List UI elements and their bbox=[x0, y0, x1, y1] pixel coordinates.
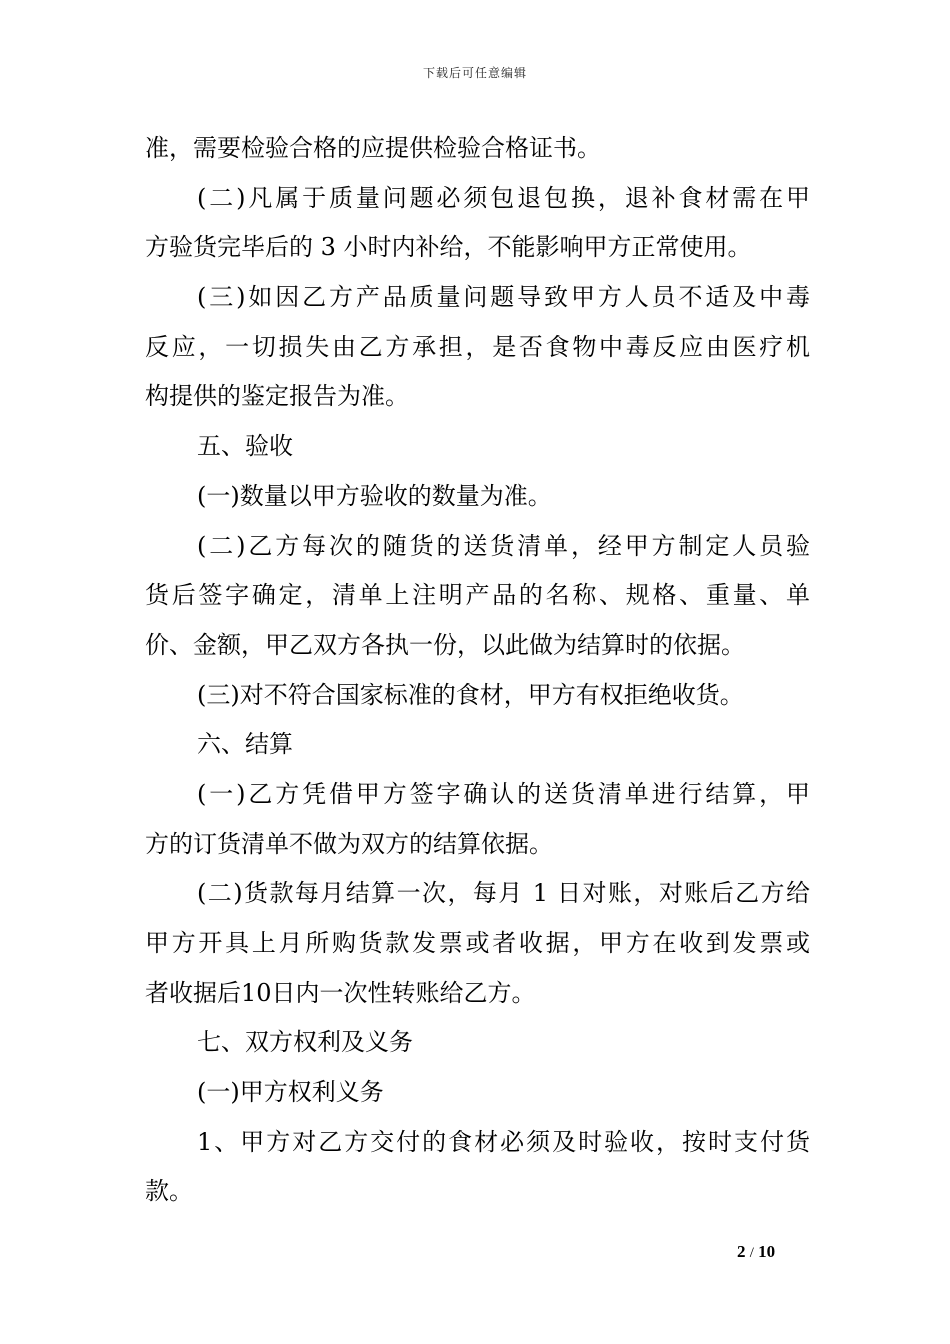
page-header: 下载后可任意编辑 bbox=[422, 66, 527, 80]
text-line: 方验货完毕后的 3 小时内补给，不能影响甲方正常使用。 bbox=[145, 233, 752, 262]
text-line: (一)数量以甲方验收的数量为准。 bbox=[197, 481, 552, 510]
text-line: (三)对不符合国家标准的食材，甲方有权拒绝收货。 bbox=[197, 680, 744, 709]
text-line: (二)乙方每次的随货的送货清单，经甲方制定人员验 bbox=[197, 531, 810, 560]
text-line: (一)乙方凭借甲方签字确认的送货清单进行结算，甲 bbox=[197, 779, 810, 808]
text-line: 构提供的鉴定报告为准。 bbox=[145, 382, 409, 411]
text-line: 六、结算 bbox=[197, 730, 293, 759]
text-line: (三)如因乙方产品质量问题导致甲方人员不适及中毒 bbox=[197, 283, 810, 312]
text-line: 价、金额，甲乙双方各执一份，以此做为结算时的依据。 bbox=[145, 630, 745, 659]
text-line: (一)甲方权利义务 bbox=[197, 1078, 384, 1107]
text-line: 反应，一切损失由乙方承担，是否食物中毒反应由医疗机 bbox=[145, 332, 810, 361]
text-line: 七、双方权利及义务 bbox=[197, 1028, 413, 1057]
page-separator: / bbox=[749, 1245, 754, 1261]
text-line: 甲方开具上月所购货款发票或者收据，甲方在收到发票或 bbox=[145, 929, 810, 957]
total-pages-number: 10 bbox=[758, 1242, 776, 1261]
text-line: 货后签字确定，清单上注明产品的名称、规格、重量、单 bbox=[145, 581, 810, 610]
text-line: 方的订货清单不做为双方的结算依据。 bbox=[145, 829, 553, 858]
text-line: (二)货款每月结算一次，每月 1 日对账，对账后乙方给 bbox=[197, 879, 810, 908]
page-number bbox=[737, 1242, 775, 1262]
text-line: 五、验收 bbox=[197, 432, 293, 461]
text-line: 1、甲方对乙方交付的食材必须及时验收，按时支付货 bbox=[197, 1127, 810, 1156]
text-line: 者收据后10日内一次性转账给乙方。 bbox=[145, 978, 536, 1007]
document-body bbox=[145, 124, 810, 1217]
text-line: 准，需要检验合格的应提供检验合格证书。 bbox=[145, 134, 601, 162]
text-line: (二)凡属于质量问题必须包退包换，退补食材需在甲 bbox=[197, 183, 810, 212]
current-page-number: 2 bbox=[737, 1242, 746, 1261]
text-line: 款。 bbox=[145, 1177, 193, 1206]
